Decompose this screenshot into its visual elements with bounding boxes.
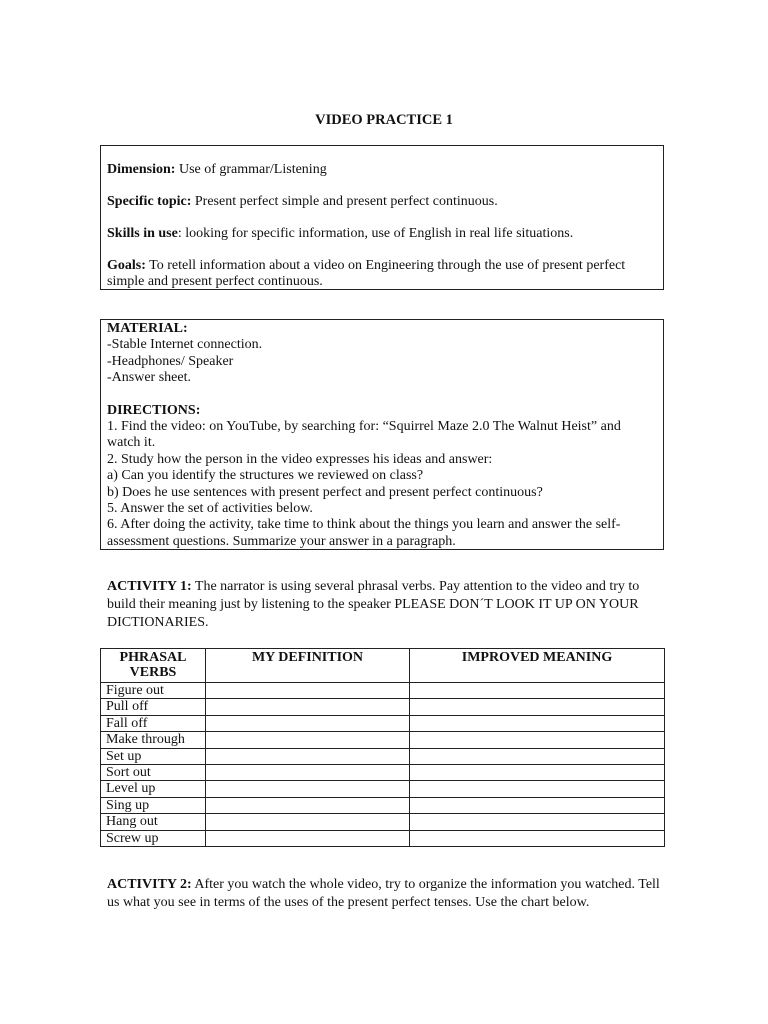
definition-cell[interactable]: [206, 732, 410, 748]
definition-cell[interactable]: [206, 683, 410, 699]
dimension-text: Use of grammar/Listening: [175, 162, 327, 177]
table-header-row: [101, 649, 665, 683]
phrasal-verbs-table: [100, 648, 665, 847]
improved-meaning-cell[interactable]: [410, 830, 665, 846]
table-row: [101, 781, 665, 797]
skills-text: : looking for specific information, use of English in real life situations.: [177, 226, 574, 241]
improved-meaning-cell[interactable]: [410, 683, 665, 699]
material-item: -Stable Internet connection.: [107, 337, 263, 353]
improved-meaning-cell[interactable]: [410, 781, 665, 797]
definition-cell[interactable]: [206, 814, 410, 830]
direction-item: 1. Find the video: on YouTube, by searching for: “Squirrel Maze 2.0 The Walnut Heist” and watch it.: [107, 419, 621, 451]
topic-label: Specific topic:: [107, 194, 192, 209]
improved-meaning-cell[interactable]: [410, 699, 665, 715]
column-header-improved-meaning: IMPROVED MEANING: [410, 649, 665, 683]
direction-item: b) Does he use sentences with present perfect and present perfect continuous?: [107, 484, 543, 500]
direction-item: a) Can you identify the structures we reviewed on class?: [107, 468, 424, 484]
table-row: [101, 814, 665, 830]
directions-label: DIRECTIONS:: [107, 402, 201, 418]
activity-1-paragraph: [107, 578, 667, 633]
spacer: [107, 387, 657, 403]
table-row: [101, 683, 665, 699]
material-label: MATERIAL:: [107, 321, 188, 336]
direction-item: 2. Study how the person in the video expresses his ideas and answer:: [107, 451, 493, 467]
column-header-my-definition: MY DEFINITION: [206, 649, 410, 683]
column-header-phrasal-verbs: PHRASAL VERBS: [101, 649, 206, 683]
phrasal-verb-cell: Pull off: [101, 699, 206, 715]
table-row: [101, 715, 665, 731]
phrasal-verb-cell: Screw up: [101, 830, 206, 846]
skills-line: [107, 226, 657, 242]
goals-text: To retell information about a video on Engineering through the use of present perfect simple and present perfect continuous.: [107, 258, 626, 289]
definition-cell[interactable]: [206, 797, 410, 813]
material-item: -Answer sheet.: [107, 370, 191, 386]
activity-2-text: After you watch the whole video, try to organize the information you watched. Tell us what you see in terms of the uses of the present perfect tenses. Use the chart below.: [107, 877, 660, 911]
improved-meaning-cell[interactable]: [410, 797, 665, 813]
activity-2-label: ACTIVITY 2:: [107, 877, 192, 892]
table-row: [101, 748, 665, 764]
direction-item: 5. Answer the set of activities below.: [107, 501, 313, 517]
phrasal-verb-cell: Hang out: [101, 814, 206, 830]
activity-2-paragraph: [107, 876, 667, 912]
improved-meaning-cell[interactable]: [410, 748, 665, 764]
definition-cell[interactable]: [206, 765, 410, 781]
dimension-label: Dimension:: [107, 162, 176, 177]
topic-line: [107, 194, 657, 210]
table-row: [101, 830, 665, 846]
improved-meaning-cell[interactable]: [410, 814, 665, 830]
material-item: -Headphones/ Speaker: [107, 353, 234, 369]
phrasal-verb-cell: Sort out: [101, 765, 206, 781]
info-box: [100, 145, 664, 290]
activity-1-label: ACTIVITY 1:: [107, 579, 192, 594]
improved-meaning-cell[interactable]: [410, 765, 665, 781]
improved-meaning-cell[interactable]: [410, 715, 665, 731]
phrasal-verb-cell: Fall off: [101, 715, 206, 731]
improved-meaning-cell[interactable]: [410, 732, 665, 748]
table-row: [101, 699, 665, 715]
phrasal-verb-cell: Set up: [101, 748, 206, 764]
topic-text: Present perfect simple and present perfect continuous.: [191, 194, 498, 209]
definition-cell[interactable]: [206, 715, 410, 731]
goals-label: Goals:: [107, 258, 146, 273]
direction-item: 6. After doing the activity, take time to think about the things you learn and answer the self- assessment questions. Summarize your answer in a paragraph.: [107, 517, 621, 549]
phrasal-verb-cell: Make through: [101, 732, 206, 748]
table-row: [101, 797, 665, 813]
definition-cell[interactable]: [206, 830, 410, 846]
phrasal-verb-cell: Sing up: [101, 797, 206, 813]
page-title: VIDEO PRACTICE 1: [315, 112, 453, 128]
activity-1-text: The narrator is using several phrasal verbs. Pay attention to the video and try to build their meaning just by listening to the speaker PLEASE DON´T LOOK IT UP ON YOUR DICTIONARIES.: [107, 579, 640, 631]
definition-cell[interactable]: [206, 781, 410, 797]
definition-cell[interactable]: [206, 699, 410, 715]
dimension-line: [107, 162, 657, 178]
phrasal-verb-cell: Level up: [101, 781, 206, 797]
phrasal-verb-cell: Figure out: [101, 683, 206, 699]
material-box: [100, 319, 664, 550]
skills-label: Skills in use: [107, 226, 178, 241]
definition-cell[interactable]: [206, 748, 410, 764]
table-row: [101, 732, 665, 748]
goals-line: [107, 258, 657, 290]
table-row: [101, 765, 665, 781]
